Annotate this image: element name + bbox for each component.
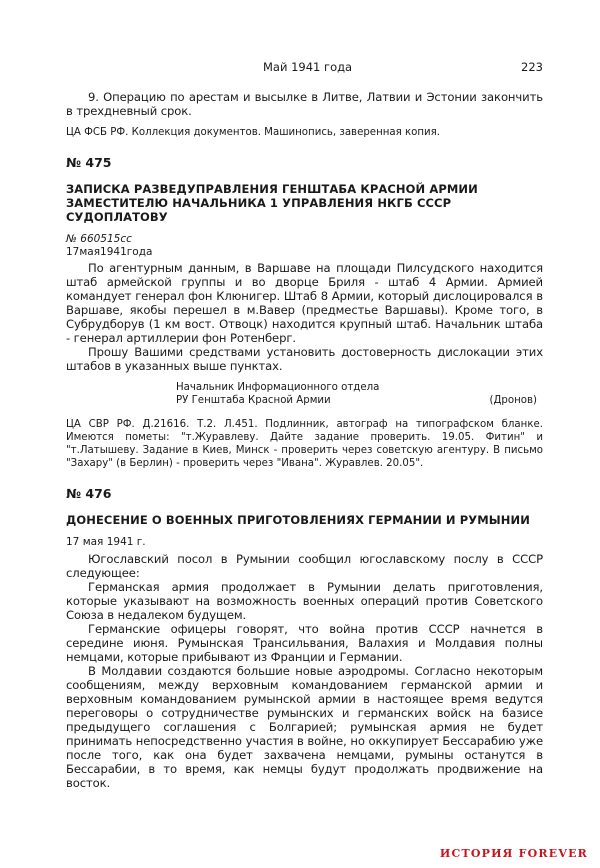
page-content: [66, 90, 543, 790]
doc-475-title: ЗАПИСКА РАЗВЕДУПРАВЛЕНИЯ ГЕНШТАБА КРАСНОЙ АРМИИ ЗАМЕСТИТЕЛЮ НАЧАЛЬНИКА 1 УПРАВЛЕНИЯ НКГБ СССР СУДОПЛАТОВУ: [66, 182, 478, 224]
doc-475-date: 17мая1941года: [66, 246, 153, 258]
doc-476-number: № 476: [66, 486, 112, 501]
doc-476-paragraph-4: В Молдавии создаются большие новые аэродромы. Согласно некоторым сообщениям, между верховным командованием германской армии и верховным командованием румынской армии в настоящее время ведутся переговоры о сотрудничестве румынских и германских войск на базисе предыдущего соглашения с Болгарией; румынская армия не будет принимать непосредственно участия в войне, но оккупирует Бессарабию уже после того, как она будет захвачена немцами, румыны останутся в Бессарабии, в то время, как немцы будут продолжать продвижение на восток.: [66, 664, 543, 790]
watermark: ИСТОРИЯ FOREVER: [439, 847, 588, 860]
running-head-title: Май 1941 года: [263, 60, 353, 74]
doc-475-paragraph-2: Прошу Вашими средствами установить достоверность дислокации этих штабов в указанных выше пунктах.: [66, 345, 543, 373]
doc-476-paragraph-1: Югославский посол в Румынии сообщил югославскому послу в СССР следующее:: [66, 552, 543, 580]
prev-doc-source: ЦА ФСБ РФ. Коллекция документов. Машинопись, заверенная копия.: [66, 127, 441, 138]
prev-doc-item-9: 9. Операцию по арестам и высылке в Литве, Латвии и Эстонии закончить в трехдневный срок.: [66, 90, 543, 118]
doc-476-paragraph-3: Германские офицеры говорят, что война против СССР начнется в середине июня. Румынская Трансильвания, Валахия и Молдавия полны немцами, которые прибывают из Франции и Германии.: [66, 622, 543, 664]
doc-475-number: № 475: [66, 155, 112, 170]
doc-476-paragraph-2: Германская армия продолжает в Румынии делать приготовления, которые указывают на возможность военных операций против Советского Союза в недалеком будущем.: [66, 580, 543, 622]
signature-line-1: Начальник Информационного отдела: [176, 382, 380, 393]
doc-475-ref: № 660515сс: [66, 233, 132, 245]
doc-475-paragraph-1: По агентурным данным, в Варшаве на площади Пилсудского находится штаб армейской группы и во дворце Бриля - штаб 4 Армии. Армией командует генерал фон Клюнигер. Штаб 8 Армии, который дислоцировался в Варшаве, якобы перешел в м.Вавер (предместье Варшавы). Кроме того, в Субрудборув (1 км вост. Отвоцк) находится крупный штаб. Начальник штаба - генерал артиллерии фон Ротенберг.: [66, 261, 543, 345]
doc-475-archive-note: ЦА СВР РФ. Д.21616. Т.2. Л.451. Подлинник, автограф на типографском бланке. Имеются пометы: "т.Журавлеву. Дайте задание проверить. 19.05. Фитин" и "т.Латышеву. Задание в Киев, Минск - проверить через советскую агентуру. В письмо "Захару" (в Берлин) - проверить через "Ивана". Журавлев. 20.05".: [66, 419, 543, 469]
doc-475-signature: [66, 381, 543, 407]
page-number: 223: [521, 60, 543, 74]
signature-line-2: РУ Генштаба Красной Армии: [176, 395, 331, 406]
signature-name: (Дронов): [489, 395, 537, 406]
doc-476-date: 17 мая 1941 г.: [66, 536, 146, 548]
running-head: [0, 60, 600, 74]
doc-476-title: ДОНЕСЕНИЕ О ВОЕННЫХ ПРИГОТОВЛЕНИЯХ ГЕРМАНИИ И РУМЫНИИ: [66, 513, 530, 527]
